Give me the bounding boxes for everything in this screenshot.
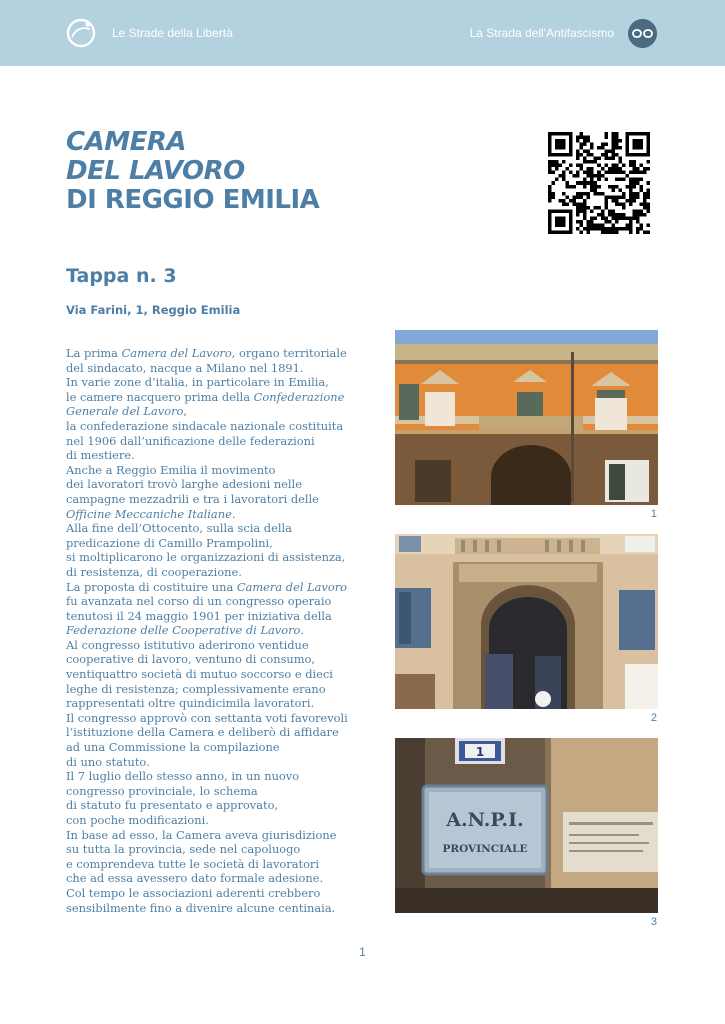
body-segment: La prima — [66, 346, 122, 360]
photo-caption-3: 3 — [650, 916, 657, 928]
body-line — [66, 886, 366, 901]
body-segment: cooperative di lavoro, ventuno di consumo, — [66, 652, 316, 667]
house-number: 1 — [475, 745, 485, 759]
body-line — [66, 477, 366, 492]
body-line — [66, 390, 366, 405]
body-segment: sensibilmente fino a divenire alcune centinaia. — [66, 900, 336, 915]
body-segment: su tutta la provincia, sede nel capoluogo — [66, 842, 301, 857]
body-line — [66, 580, 366, 595]
page-title — [66, 128, 319, 215]
title-line-1: CAMERA — [66, 127, 186, 157]
body-segment: , organo territoriale — [231, 346, 347, 360]
body-line — [66, 434, 366, 449]
body-line — [66, 361, 366, 376]
body-segment: Al congresso istitutivo aderirono ventidue — [66, 637, 309, 652]
body-segment: di statuto fu presentato e approvato, — [66, 798, 279, 813]
body-italic-segment: Camera del Lavoro — [236, 579, 348, 594]
body-segment: ventiquattro società di mutuo soccorso e dieci — [66, 667, 333, 682]
body-segment: , — [183, 404, 188, 419]
body-line — [66, 419, 366, 434]
body-line — [66, 725, 366, 740]
title-line-2: DEL LAVORO — [66, 156, 245, 186]
photo-entrance-portal — [395, 534, 658, 709]
body-segment: Il 7 luglio dello stesso anno, in un nuovo — [66, 769, 300, 784]
body-segment: e comprendeva tutte le società di lavoratori — [66, 856, 320, 871]
body-italic-segment: Camera del Lavoro — [121, 346, 232, 360]
body-italic-segment: Officine Meccaniche Italiane — [66, 506, 232, 521]
qr-code-icon — [548, 132, 650, 234]
body-line — [66, 550, 366, 565]
body-segment: nel 1906 dall’unificazione delle federazioni — [66, 433, 315, 448]
body-line — [66, 755, 366, 770]
title-line-3: DI REGGIO EMILIA — [66, 185, 320, 215]
body-segment: campagne mezzadrili e tra i lavoratori delle — [66, 491, 319, 506]
plaque-text-anpi: A.N.P.I. — [446, 809, 524, 831]
body-line — [66, 521, 366, 536]
body-line — [66, 696, 366, 711]
plaque-text-provinciale: PROVINCIALE — [442, 843, 528, 855]
body-line — [66, 594, 366, 609]
broken-chain-icon — [628, 19, 657, 48]
body-segment: del sindacato, nacque a Milano nel 1891. — [66, 360, 304, 375]
body-segment: di resistenza, di cooperazione. — [66, 564, 242, 579]
body-segment: l’istituzione della Camera e deliberò di affidare — [66, 725, 339, 740]
page-number: 1 — [359, 945, 366, 959]
body-segment: Il congresso approvò con settanta voti favorevoli — [66, 710, 348, 725]
body-line — [66, 769, 366, 784]
route-name: La Strada dell'Antifascismo — [469, 26, 614, 40]
body-segment: Anche a Reggio Emilia il movimento — [66, 462, 276, 477]
body-line — [66, 404, 366, 419]
body-line — [66, 565, 366, 580]
address: Via Farini, 1, Reggio Emilia — [66, 303, 241, 317]
body-line — [66, 813, 366, 828]
swirl-logo-icon — [66, 18, 96, 48]
body-line — [66, 901, 366, 916]
body-italic-segment: Generale del Lavoro — [66, 404, 184, 419]
body-line — [66, 784, 366, 799]
body-line — [66, 857, 366, 872]
body-italic-segment: Confederazione — [253, 389, 345, 404]
body-line — [66, 842, 366, 857]
stage-heading: Tappa n. 3 — [66, 265, 177, 287]
body-segment: rappresentati oltre quindicimila lavoratori. — [66, 696, 315, 711]
body-line — [66, 448, 366, 463]
body-line — [66, 463, 366, 478]
body-segment: con poche modificazioni. — [66, 813, 209, 827]
photo-anpi-plaque — [395, 738, 658, 913]
body-segment: di mestiere. — [66, 448, 135, 463]
body-line — [66, 711, 366, 726]
body-line — [66, 871, 366, 886]
body-segment: leghe di resistenza; complessivamente erano — [66, 681, 326, 696]
body-segment: . — [300, 623, 305, 638]
page-header — [0, 0, 725, 66]
body-segment: si moltiplicarono le organizzazioni di assistenza, — [66, 550, 346, 565]
body-segment: di uno statuto. — [66, 754, 150, 769]
body-segment: la confederazione sindacale nazionale costituita — [66, 418, 344, 433]
photo-palazzo-facade — [395, 330, 658, 505]
body-segment: dei lavoratori trovò larghe adesioni nelle — [66, 477, 302, 492]
body-line — [66, 667, 366, 682]
body-segment: . — [231, 506, 236, 521]
body-line — [66, 638, 366, 653]
body-segment: In base ad esso, la Camera aveva giurisdizione — [66, 827, 337, 842]
body-line — [66, 609, 366, 624]
body-segment: La proposta di costituire una — [66, 579, 237, 594]
body-line — [66, 682, 366, 697]
body-segment: Alla fine dell’Ottocento, sulla scia della — [66, 521, 292, 536]
body-line — [66, 507, 366, 522]
body-line — [66, 346, 366, 361]
body-line — [66, 652, 366, 667]
body-text — [66, 346, 366, 915]
body-segment: le camere nacquero prima della — [66, 389, 254, 404]
body-segment: che ad essa avessero dato formale adesione. — [66, 871, 324, 886]
photo-caption-1: 1 — [650, 508, 657, 520]
body-line — [66, 492, 366, 507]
photo-caption-2: 2 — [650, 712, 657, 724]
body-line — [66, 798, 366, 813]
body-line — [66, 828, 366, 843]
body-segment: fu avanzata nel corso di un congresso operaio — [66, 594, 332, 609]
body-segment: Col tempo le associazioni aderenti crebbero — [66, 885, 321, 900]
body-segment: In varie zone d’italia, in particolare in Emilia, — [66, 375, 329, 390]
body-line — [66, 536, 366, 551]
body-segment: tenutosi il 24 maggio 1901 per iniziativa della — [66, 608, 332, 623]
body-line — [66, 375, 366, 390]
body-italic-segment: Federazione delle Cooperative di Lavoro — [66, 623, 301, 638]
body-segment: congresso provinciale, lo schema — [66, 783, 258, 798]
body-segment: ad una Commissione la compilazione — [66, 740, 280, 755]
body-segment: predicazione di Camillo Prampolini, — [66, 535, 273, 550]
body-line — [66, 623, 366, 638]
brand-name: Le Strade della Libertà — [112, 26, 233, 40]
body-line — [66, 740, 366, 755]
